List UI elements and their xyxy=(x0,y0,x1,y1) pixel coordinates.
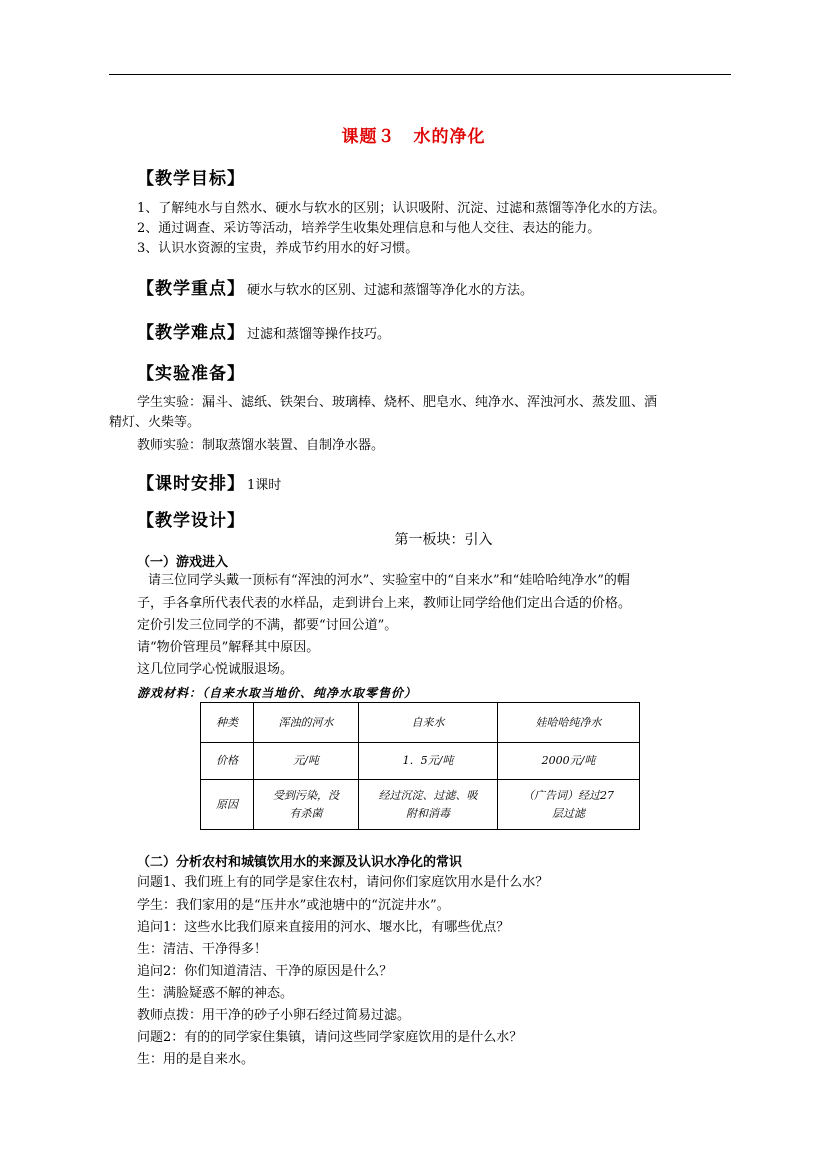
schedule-heading: 【课时安排】 xyxy=(137,474,245,494)
table-row xyxy=(201,703,640,743)
part2-heading: （二）分析农村和城镇饮用水的来源及认识水净化的常识 xyxy=(137,855,463,870)
table-cell: 1．5元/吨 xyxy=(359,743,498,780)
part1-heading: （一）游戏进入 xyxy=(137,555,229,570)
table-cell-line: 附和消毒 xyxy=(406,806,450,820)
game-material-label: 游戏材料：（自来水取当地价、纯净水取零售价） xyxy=(137,686,418,700)
key-points-section xyxy=(137,274,533,299)
part2-line: 教师点拨：用干净的砂子小卵石经过简易过滤。 xyxy=(137,1008,411,1023)
part2-line: 学生：我们家用的是“压井水”或池塘中的“沉淀井水”。 xyxy=(137,898,450,913)
part1-line: 定价引发三位同学的不满，都要“讨回公道”。 xyxy=(137,618,398,633)
table-cell: 原因 xyxy=(201,780,254,830)
schedule-text: 1课时 xyxy=(247,478,282,493)
table-cell: 价格 xyxy=(201,743,254,780)
part1-line: 请三位同学头戴一顶标有“浑浊的河水”、实验室中的“自来水”和“娃哈哈纯净水”的帽 xyxy=(148,573,630,588)
page-title: 课题３ 水的净化 xyxy=(341,127,486,147)
key-points-heading: 【教学重点】 xyxy=(137,279,245,299)
part2-line: 生：用的是自来水。 xyxy=(137,1052,255,1067)
table-cell: 种类 xyxy=(201,703,254,743)
table-cell: 浑浊的河水 xyxy=(254,703,359,743)
table-row xyxy=(201,780,640,830)
table-cell: 娃哈哈纯净水 xyxy=(498,703,640,743)
header-rule xyxy=(109,74,731,75)
difficulties-heading: 【教学难点】 xyxy=(137,323,245,343)
objectives-heading: 【教学目标】 xyxy=(137,169,245,189)
part2-line: 生：满脸疑惑不解的神态。 xyxy=(137,986,294,1001)
objective-1: 1、了解纯水与自然水、硬水与软水的区别；认识吸附、沉淀、过滤和蒸馏等净化水的方法。 xyxy=(137,201,666,216)
part2-line: 追问2：你们知道清洁、干净的原因是什么？ xyxy=(137,964,393,979)
table-cell: 自来水 xyxy=(359,703,498,743)
table-cell xyxy=(254,780,359,830)
table-cell-line: （广告词）经过27 xyxy=(523,788,614,802)
table-cell-line: 有杀菌 xyxy=(289,806,323,820)
student-experiment-line2: 精灯、火柴等。 xyxy=(109,415,201,430)
key-points-text: 硬水与软水的区别、过滤和蒸馏等净化水的方法。 xyxy=(247,283,534,298)
table-cell-line: 受到污染，没 xyxy=(273,788,339,802)
table-cell: 2000元/吨 xyxy=(498,743,640,780)
part1-line: 这几位同学心悦诚服退场。 xyxy=(137,662,294,677)
objective-3: 3、认识水资源的宝贵，养成节约用水的好习惯。 xyxy=(137,241,419,256)
board-title: 第一板块：引入 xyxy=(394,532,493,548)
student-experiment-line1: 学生实验：漏斗、滤纸、铁架台、玻璃棒、烧杯、肥皂水、纯净水、浑浊河水、蒸发皿、酒 xyxy=(137,395,658,410)
prep-heading: 【实验准备】 xyxy=(137,364,245,384)
table-row xyxy=(201,743,640,780)
table-cell xyxy=(359,780,498,830)
table-cell: 元/吨 xyxy=(254,743,359,780)
difficulties-text: 过滤和蒸馏等操作技巧。 xyxy=(247,327,391,342)
part2-line: 生：清洁、干净得多！ xyxy=(137,942,268,957)
part2-line: 追问1：这些水比我们原来直接用的河水、堰水比，有哪些优点？ xyxy=(137,920,510,935)
table-cell xyxy=(498,780,640,830)
design-heading: 【教学设计】 xyxy=(137,511,245,531)
table-cell-line: 层过滤 xyxy=(552,806,585,820)
part1-line: 请“物价管理员”解释其中原因。 xyxy=(137,640,320,655)
price-table xyxy=(200,702,640,830)
objective-2: 2、通过调查、采访等活动，培养学生收集处理信息和与他人交往、表达的能力。 xyxy=(137,221,601,236)
teacher-experiment: 教师实验：制取蒸馏水装置、自制净水器。 xyxy=(137,438,385,453)
part2-line: 问题2：有的的同学家住集镇，请问这些同学家庭饮用的是什么水？ xyxy=(137,1030,523,1045)
schedule-section xyxy=(137,469,281,494)
part2-line: 问题1、我们班上有的同学是家住农村，请问你们家庭饮用水是什么水？ xyxy=(137,875,549,890)
table-cell-line: 经过沉淀、过滤、吸 xyxy=(378,788,478,802)
difficulties-section xyxy=(137,318,390,343)
part1-line: 子，手各拿所代表代表的水样品，走到讲台上来，教师让同学给他们定出合适的价格。 xyxy=(137,596,632,611)
